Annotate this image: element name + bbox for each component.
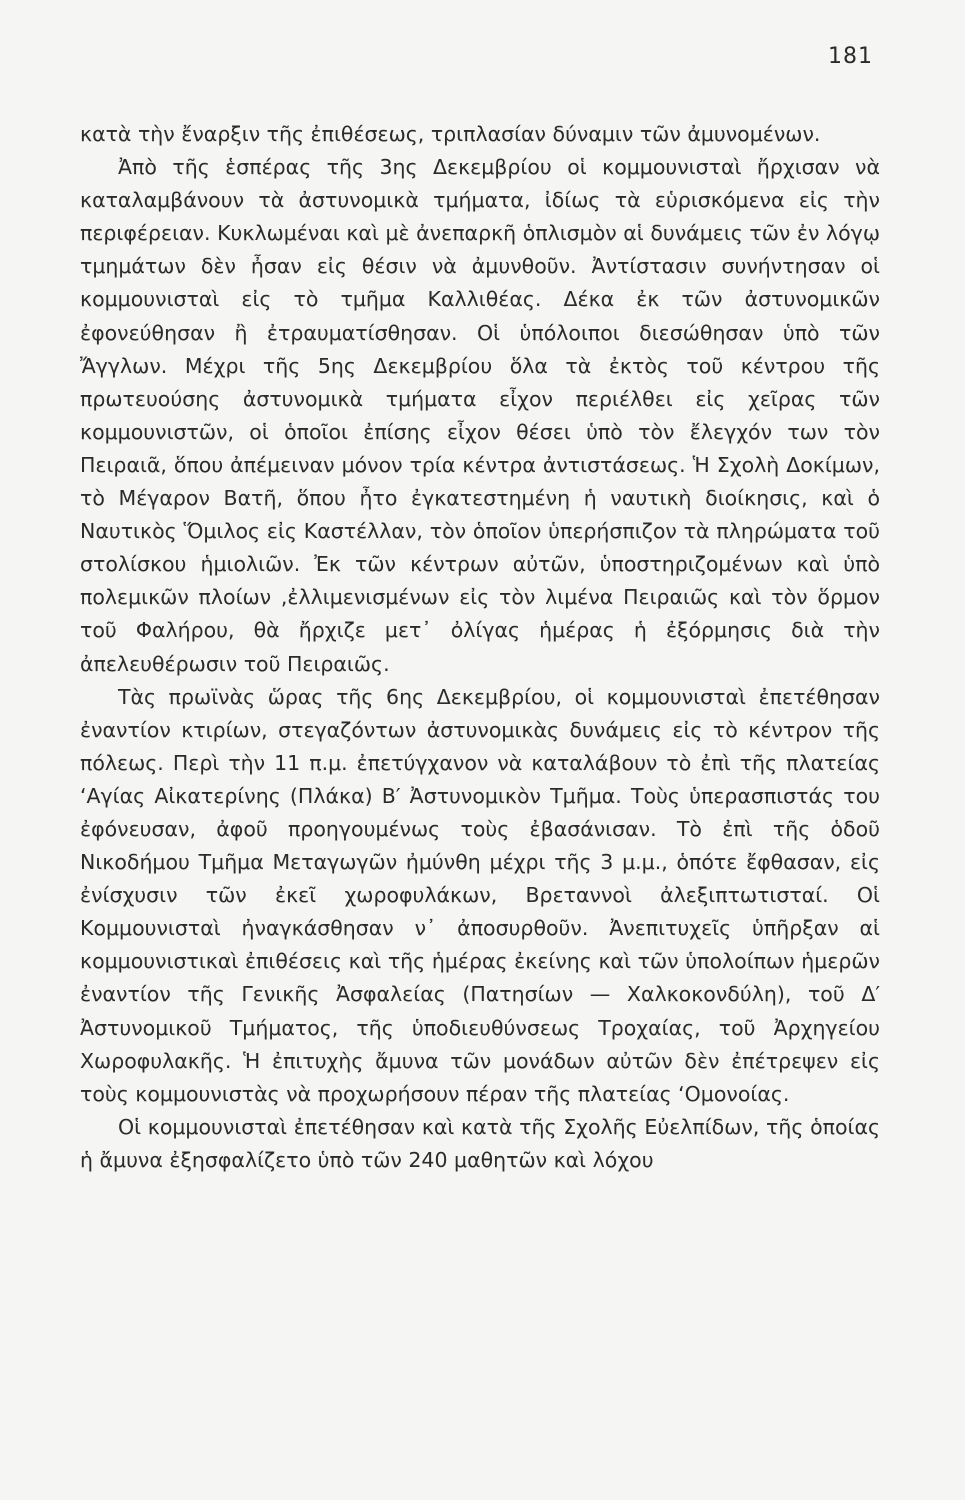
page-number: 181 xyxy=(828,44,873,69)
paragraph-1: κατὰ τὴν ἔναρξιν τῆς ἐπιθέσεως, τριπλασίαν δύναμιν τῶν ἀμυνομένων. xyxy=(80,122,821,146)
paragraph-4: Οἱ κομμουνισταὶ ἐπετέθησαν καὶ κατὰ τῆς Σχολῆς Εὐελπίδων, τῆς ὁποίας ἡ ἄμυνα ἐξησφαλίζετο ὑπὸ τῶν 240 μαθητῶν καὶ λόχου xyxy=(80,1114,880,1172)
paragraph-2: Ἀπὸ τῆς ἑσπέρας τῆς 3ης Δεκεμβρίου οἱ κομμουνισταὶ ἤρχισαν νὰ καταλαμβάνουν τὰ ἀστυνομικὰ τμήματα, ἰδίως τὰ εὑρισκόμενα εἰς τὴν περιφέρειαν. Κυκλωμέναι καὶ μὲ ἀνεπαρκῆ ὁπλισμὸν αἱ δυνάμεις τῶν ἐν λόγῳ τμημάτων δὲν ἦσαν εἰς θέσιν νὰ ἀμυνθοῦν. Ἀντίστασιν συνήντησαν οἱ κομμουνισταὶ εἰς τὸ τμῆμα Καλλιθέας. Δέκα ἐκ τῶν ἀστυνομικῶν ἐφονεύθησαν ἢ ἐτραυματίσθησαν. Οἱ ὑπόλοιποι διεσώθησαν ὑπὸ τῶν Ἄγγλων. Μέχρι τῆς 5ης Δεκεμβρίου ὅλα τὰ ἐκτὸς τοῦ κέντρου τῆς πρωτευούσης ἀστυνομικὰ τμήματα εἶχον περιέλθει εἰς χεῖρας τῶν κομμουνιστῶν, οἱ ὁποῖοι ἐπίσης εἶχον θέσει ὑπὸ τὸν ἔλεγχόν των τὸν Πειραιᾶ, ὅπου ἀπέμειναν μόνον τρία κέντρα ἀντιστάσεως. Ἡ Σχολὴ Δοκίμων, τὸ Μέγαρον Βατῆ, ὅπου ἦτο ἐγκατεστημένη ἡ ναυτικὴ διοίκησις, καὶ ὁ Ναυτικὸς Ὅμιλος εἰς Καστέλλαν, τὸν ὁποῖον ὑπερήσπιζον τὰ πληρώματα τοῦ στολίσκου ἡμιολιῶν. Ἐκ τῶν κέντρων αὐτῶν, ὑποστηριζομένων καὶ ὑπὸ πολεμικῶν πλοίων ,ἐλλιμενισμένων εἰς τὸν λιμένα Πειραιῶς καὶ τὸν ὅρμον τοῦ Φαλήρου, θὰ ἤρχιζε μετ᾽ ὀλίγας ἡμέρας ἡ ἐξόρμησις διὰ τὴν ἀπελευθέρωσιν τοῦ Πειραιῶς. xyxy=(80,155,880,676)
paragraph-3: Τὰς πρωϊνὰς ὥρας τῆς 6ης Δεκεμβρίου, οἱ κομμουνισταὶ ἐπετέθησαν ἐναντίον κτιρίων, στεγαζόντων ἀστυνομικὰς δυνάμεις εἰς τὸ κέντρον τῆς πόλεως. Περὶ τὴν 11 π.μ. ἐπετύγχανον νὰ καταλάβουν τὸ ἐπὶ τῆς πλατείας ‘Αγίας Αἰκατερίνης (Πλάκα) Β′ Ἀστυνομικὸν Τμῆμα. Τοὺς ὑπερασπιστάς του ἐφόνευσαν, ἀφοῦ προηγουμένως τοὺς ἐβασάνισαν. Τὸ ἐπὶ τῆς ὁδοῦ Νικοδήμου Τμῆμα Μεταγωγῶν ἠμύνθη μέχρι τῆς 3 μ.μ., ὁπότε ἔφθασαν, εἰς ἐνίσχυσιν τῶν ἐκεῖ χωροφυλάκων, Βρεταννοὶ ἀλεξιπτωτισταί. Οἱ Κομμουνισταὶ ἠναγκάσθησαν ν᾽ ἀποσυρθοῦν. Ἀνεπιτυχεῖς ὑπῆρξαν αἱ κομμουνιστικαὶ ἐπιθέσεις καὶ τῆς ἡμέρας ἐκείνης καὶ τῶν ὑπολοίπων ἡμερῶν ἐναντίον τῆς Γενικῆς Ἀσφαλείας (Πατησίων — Χαλκοκονδύλη), τοῦ Δ′ Ἀστυνομικοῦ Τμήματος, τῆς ὑποδιευθύνσεως Τροχαίας, τοῦ Ἀρχηγείου Χωροφυλακῆς. Ἡ ἐπιτυχὴς ἄμυνα τῶν μονάδων αὐτῶν δὲν ἐπέτρεψεν εἰς τοὺς κομμουνιστὰς νὰ προχωρήσουν πέραν τῆς πλατείας ‘Ομονοίας. xyxy=(80,684,880,1106)
body-text xyxy=(80,118,880,1177)
